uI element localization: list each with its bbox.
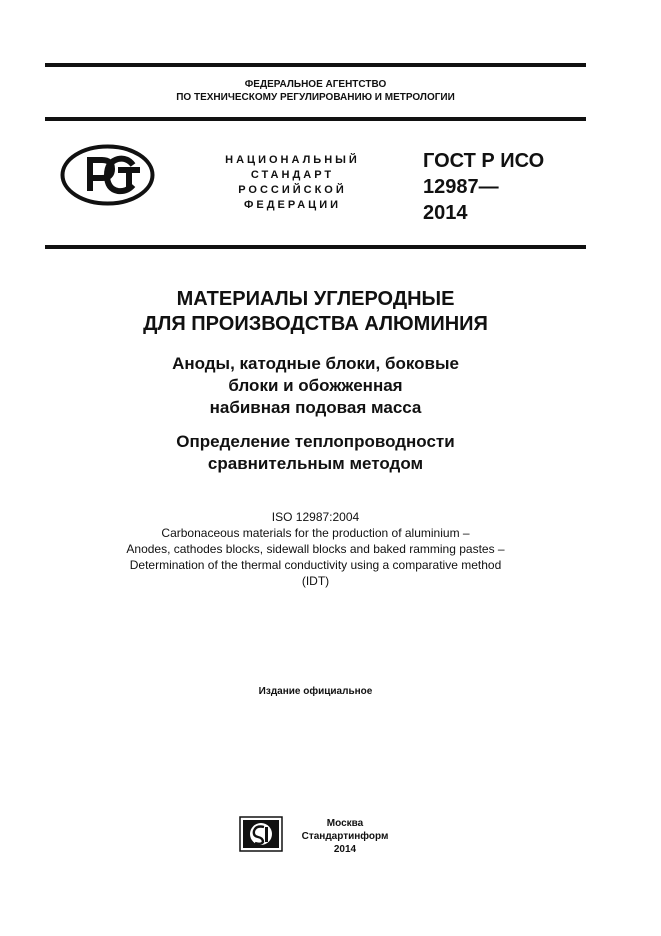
standartinform-logo-icon <box>239 816 283 852</box>
subtitle-1-line-2: блоки и обожженная <box>228 376 403 395</box>
iso-reference <box>45 509 586 589</box>
iso-line-4: Determination of the thermal conductivity using a comparative method <box>129 558 502 572</box>
agency-rule <box>45 117 586 121</box>
standard-designation <box>423 148 583 226</box>
document-subtitle-1 <box>45 353 586 419</box>
national-standard-line-4: ФЕДЕРАЦИИ <box>243 199 342 211</box>
imprint-year: 2014 <box>333 844 357 855</box>
document-title <box>45 287 586 337</box>
subtitle-2-line-2: сравнительным методом <box>207 454 424 473</box>
imprint <box>290 817 400 856</box>
national-standard-line-1: НАЦИОНАЛЬНЫЙ <box>225 154 360 166</box>
designation-line-3: 2014 <box>423 202 468 224</box>
subtitle-2-line-1: Определение теплопроводности <box>176 432 455 451</box>
title-main-line-2: ДЛЯ ПРОИЗВОДСТВА АЛЮМИНИЯ <box>143 313 488 335</box>
agency-line-2: ПО ТЕХНИЧЕСКОМУ РЕГУЛИРОВАНИЮ И МЕТРОЛОГИИ <box>176 92 455 103</box>
imprint-city: Москва <box>326 818 364 829</box>
subtitle-1-line-3: набивная подовая масса <box>209 398 422 417</box>
iso-line-1: ISO 12987:2004 <box>271 510 360 524</box>
agency-line-1: ФЕДЕРАЛЬНОЕ АГЕНТСТВО <box>244 79 387 90</box>
edition-label: Издание официальное <box>258 686 373 697</box>
document-subtitle-2 <box>45 431 586 475</box>
designation-line-1: ГОСТ Р ИСО <box>423 150 545 172</box>
rst-logo-icon <box>60 144 155 206</box>
subtitle-1-line-1: Аноды, катодные блоки, боковые <box>172 354 459 373</box>
iso-line-5: (IDT) <box>301 574 330 588</box>
imprint-publisher: Стандартинформ <box>301 831 389 842</box>
iso-line-3: Anodes, cathodes blocks, sidewall blocks and baked ramming pastes – <box>126 542 505 556</box>
title-main-line-1: МАТЕРИАЛЫ УГЛЕРОДНЫЕ <box>176 288 455 310</box>
designation-line-2: 12987— <box>423 176 499 198</box>
header-bottom-rule <box>45 245 586 249</box>
agency-header <box>45 78 586 104</box>
national-standard-line-3: РОССИЙСКОЙ <box>238 184 347 196</box>
iso-line-2: Carbonaceous materials for the production of aluminium – <box>161 526 470 540</box>
national-standard-line-2: СТАНДАРТ <box>250 169 335 181</box>
national-standard-label <box>200 153 385 213</box>
top-rule <box>45 63 586 67</box>
